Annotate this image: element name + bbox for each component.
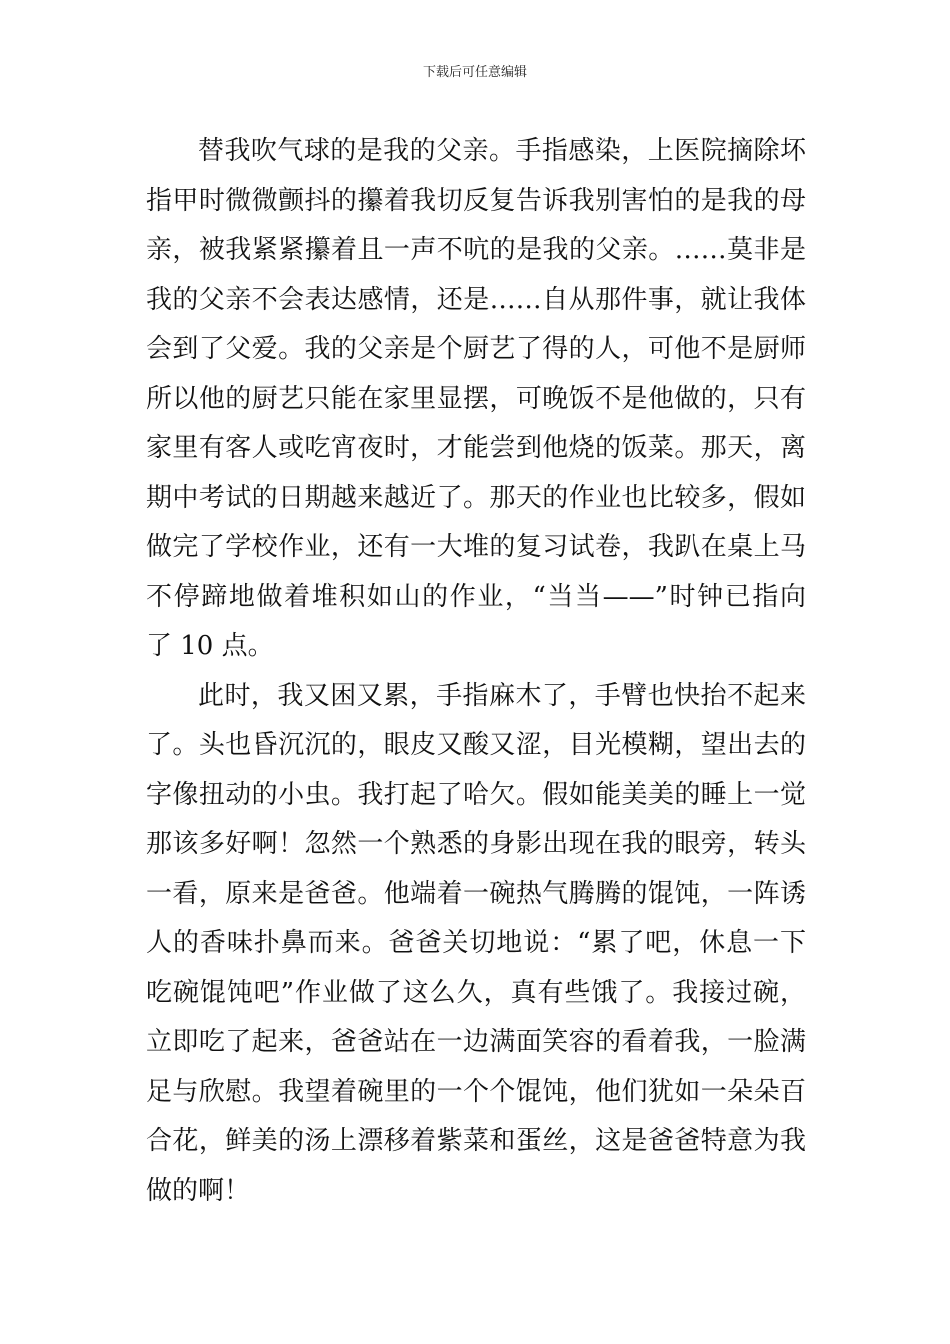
text-line: 字像扭动的小虫。我打起了哈欠。假如能美美的睡上一觉 (146, 779, 806, 810)
text-line: 不停蹄地做着堆积如山的作业，“当当——”时钟已指向 (146, 581, 806, 612)
paragraph-1 (146, 127, 806, 672)
text-line: 会到了父爱。我的父亲是个厨艺了得的人，可他不是厨师 (146, 334, 806, 364)
text-line: 那该多好啊！忽然一个熟悉的身影出现在我的眼旁，转头 (146, 829, 806, 859)
text-line: 人的香味扑鼻而来。爸爸关切地说：“累了吧，休息一下 (146, 928, 806, 958)
text-line: 足与欣慰。我望着碗里的一个个馄饨，他们犹如一朵朵百 (146, 1076, 806, 1107)
page-header: 下载后可任意编辑 (422, 65, 527, 80)
text-line: 家里有客人或吃宵夜时，才能尝到他烧的饭菜。那天，离 (146, 433, 806, 463)
text-line: 指甲时微微颤抖的攥着我切反复告诉我别害怕的是我的母 (146, 185, 806, 216)
text-line: 我的父亲不会表达感情，还是……自从那件事，就让我体 (146, 284, 806, 315)
text-line: 做完了学校作业，还有一大堆的复习试卷，我趴在桌上马 (146, 532, 806, 562)
paragraph-2 (146, 672, 806, 1217)
text-line: 了 10 点。 (146, 631, 274, 661)
text-line: 一看，原来是爸爸。他端着一碗热气腾腾的馄饨，一阵诱 (146, 878, 806, 909)
text-line: 立即吃了起来，爸爸站在一边满面笑容的看着我，一脸满 (146, 1027, 806, 1057)
text-line: 期中考试的日期越来越近了。那天的作业也比较多，假如 (146, 482, 806, 513)
document-body (146, 127, 806, 1216)
text-line: 了。头也昏沉沉的，眼皮又酸又涩，目光模糊，望出去的 (146, 730, 806, 760)
text-line: 做的啊！ (146, 1175, 251, 1206)
text-line: 此时，我又困又累，手指麻木了，手臂也快抬不起来 (198, 680, 806, 711)
text-line: 合花，鲜美的汤上漂移着紫菜和蛋丝，这是爸爸特意为我 (146, 1126, 806, 1156)
text-line: 亲，被我紧紧攥着且一声不吭的是我的父亲。……莫非是 (146, 235, 806, 265)
text-line: 吃碗馄饨吧”作业做了这么久，真有些饿了。我接过碗， (146, 977, 806, 1008)
text-line: 所以他的厨艺只能在家里显摆，可晚饭不是他做的，只有 (146, 383, 806, 414)
text-line: 替我吹气球的是我的父亲。手指感染，上医院摘除坏 (198, 136, 806, 166)
